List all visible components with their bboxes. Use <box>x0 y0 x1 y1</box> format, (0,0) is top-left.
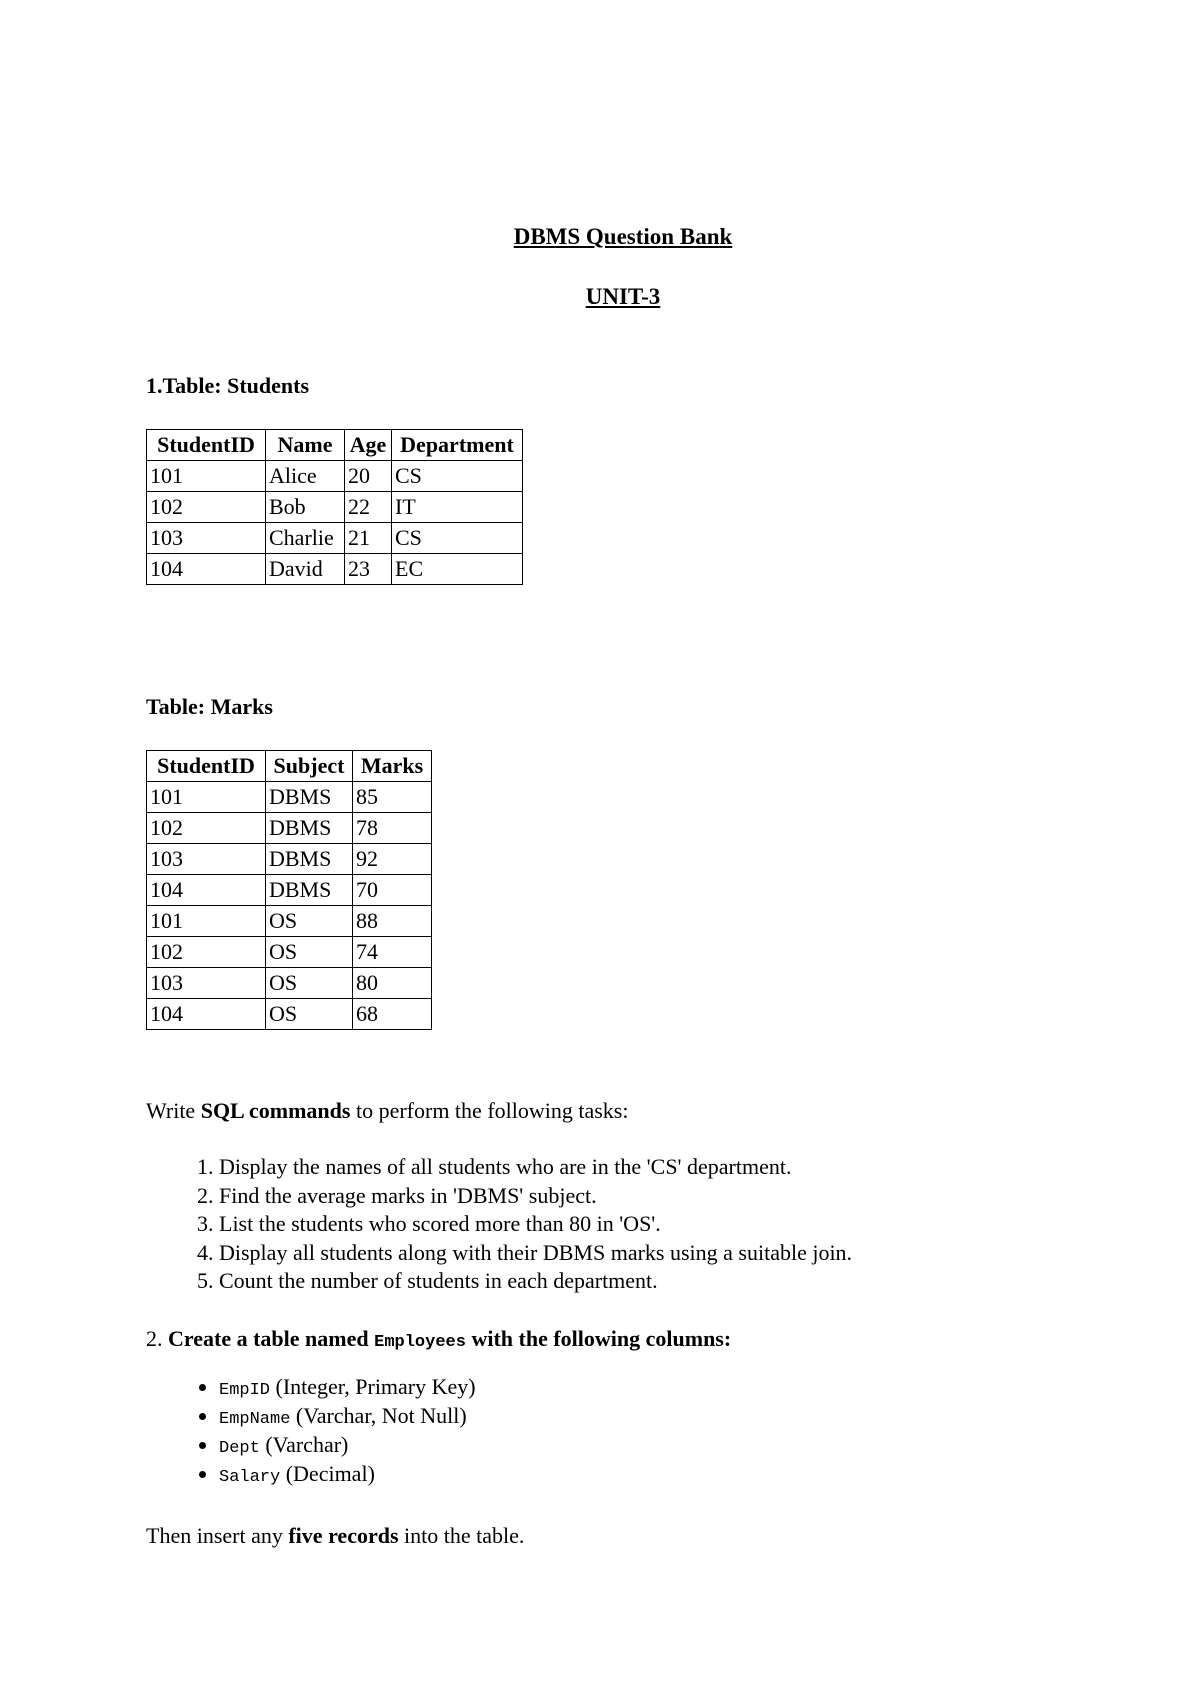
table-cell: 102 <box>147 937 266 968</box>
table-cell: 102 <box>147 492 266 523</box>
table-cell: OS <box>266 906 353 937</box>
table-cell: DBMS <box>266 844 353 875</box>
table-row <box>147 875 432 906</box>
list-item: 4. Display all students along with their DBMS marks using a suitable join. <box>219 1239 852 1268</box>
table-row <box>147 844 432 875</box>
table-cell: Alice <box>266 461 345 492</box>
column-code: EmpID <box>219 1381 271 1400</box>
table-row <box>147 937 432 968</box>
table-cell: 101 <box>147 782 266 813</box>
table-cell: DBMS <box>266 875 353 906</box>
list-item: 5. Count the number of students in each department. <box>219 1267 852 1296</box>
column-header: StudentID <box>147 751 266 782</box>
list-item <box>219 1430 476 1459</box>
closing-post: into the table. <box>398 1523 525 1548</box>
table-header-row <box>147 751 432 782</box>
table-cell: 101 <box>147 906 266 937</box>
table-row <box>147 492 523 523</box>
task-list <box>145 1153 852 1296</box>
column-list <box>145 1372 476 1488</box>
column-code: Dept <box>219 1439 260 1458</box>
instruction-bold: SQL commands <box>200 1098 351 1123</box>
document-title: DBMS Question Bank <box>513 224 733 249</box>
instruction-post: to perform the following tasks: <box>350 1098 629 1123</box>
column-header: StudentID <box>147 430 266 461</box>
table-cell: Bob <box>266 492 345 523</box>
table-cell: DBMS <box>266 782 353 813</box>
list-item <box>219 1372 476 1401</box>
table-row <box>147 461 523 492</box>
table-row <box>147 523 523 554</box>
column-desc: (Varchar, Not Null) <box>290 1403 467 1428</box>
table-cell: 92 <box>353 844 432 875</box>
table-cell: 85 <box>353 782 432 813</box>
list-item <box>219 1401 476 1430</box>
table-cell: 101 <box>147 461 266 492</box>
closing-text <box>146 1523 524 1549</box>
students-table-heading: 1.Table: Students <box>146 373 310 398</box>
column-header: Name <box>266 430 345 461</box>
table-name-code: Employees <box>374 1333 466 1352</box>
table-cell: 21 <box>345 523 392 554</box>
table-cell: CS <box>392 461 523 492</box>
column-desc: (Varchar) <box>259 1432 349 1457</box>
table-cell: OS <box>266 937 353 968</box>
table-header-row <box>147 430 523 461</box>
column-desc: (Decimal) <box>280 1461 375 1486</box>
table-cell: 20 <box>345 461 392 492</box>
table-cell: 68 <box>353 999 432 1030</box>
question-number: 2. <box>146 1326 168 1351</box>
table-cell: 104 <box>147 875 266 906</box>
table-cell: 23 <box>345 554 392 585</box>
table-cell: EC <box>392 554 523 585</box>
table-cell: 103 <box>147 523 266 554</box>
table-cell: 103 <box>147 968 266 999</box>
list-item <box>219 1459 476 1488</box>
closing-bold: five records <box>288 1523 399 1548</box>
table-cell: 74 <box>353 937 432 968</box>
heading-pre: Create a table named <box>168 1326 375 1351</box>
marks-table <box>146 750 432 1030</box>
table-cell: 104 <box>147 554 266 585</box>
table-cell: 80 <box>353 968 432 999</box>
table-row <box>147 906 432 937</box>
table-cell: 78 <box>353 813 432 844</box>
closing-pre: Then insert any <box>146 1523 289 1548</box>
column-header: Subject <box>266 751 353 782</box>
marks-table-heading: Table: Marks <box>146 694 273 719</box>
table-cell: 70 <box>353 875 432 906</box>
table-cell: 104 <box>147 999 266 1030</box>
table-row <box>147 813 432 844</box>
table-row <box>147 554 523 585</box>
unit-heading: UNIT-3 <box>585 284 661 309</box>
table-row <box>147 782 432 813</box>
table-cell: CS <box>392 523 523 554</box>
instruction-text <box>146 1098 628 1124</box>
column-header: Age <box>345 430 392 461</box>
column-header: Marks <box>353 751 432 782</box>
table-cell: 88 <box>353 906 432 937</box>
column-code: EmpName <box>219 1410 291 1429</box>
list-item: 3. List the students who scored more than 80 in 'OS'. <box>219 1210 852 1239</box>
heading-post: with the following columns: <box>465 1326 732 1351</box>
column-desc: (Integer, Primary Key) <box>270 1374 476 1399</box>
table-cell: DBMS <box>266 813 353 844</box>
table-cell: 103 <box>147 844 266 875</box>
students-table <box>146 429 523 585</box>
column-header: Department <box>392 430 523 461</box>
table-cell: OS <box>266 999 353 1030</box>
question-2-heading <box>146 1326 731 1352</box>
column-code: Salary <box>219 1468 281 1487</box>
list-item: 1. Display the names of all students who are in the 'CS' department. <box>219 1153 852 1182</box>
table-cell: 102 <box>147 813 266 844</box>
table-cell: David <box>266 554 345 585</box>
table-cell: 22 <box>345 492 392 523</box>
instruction-pre: Write <box>146 1098 201 1123</box>
table-row <box>147 999 432 1030</box>
table-cell: Charlie <box>266 523 345 554</box>
table-cell: IT <box>392 492 523 523</box>
table-cell: OS <box>266 968 353 999</box>
table-row <box>147 968 432 999</box>
list-item: 2. Find the average marks in 'DBMS' subject. <box>219 1182 852 1211</box>
